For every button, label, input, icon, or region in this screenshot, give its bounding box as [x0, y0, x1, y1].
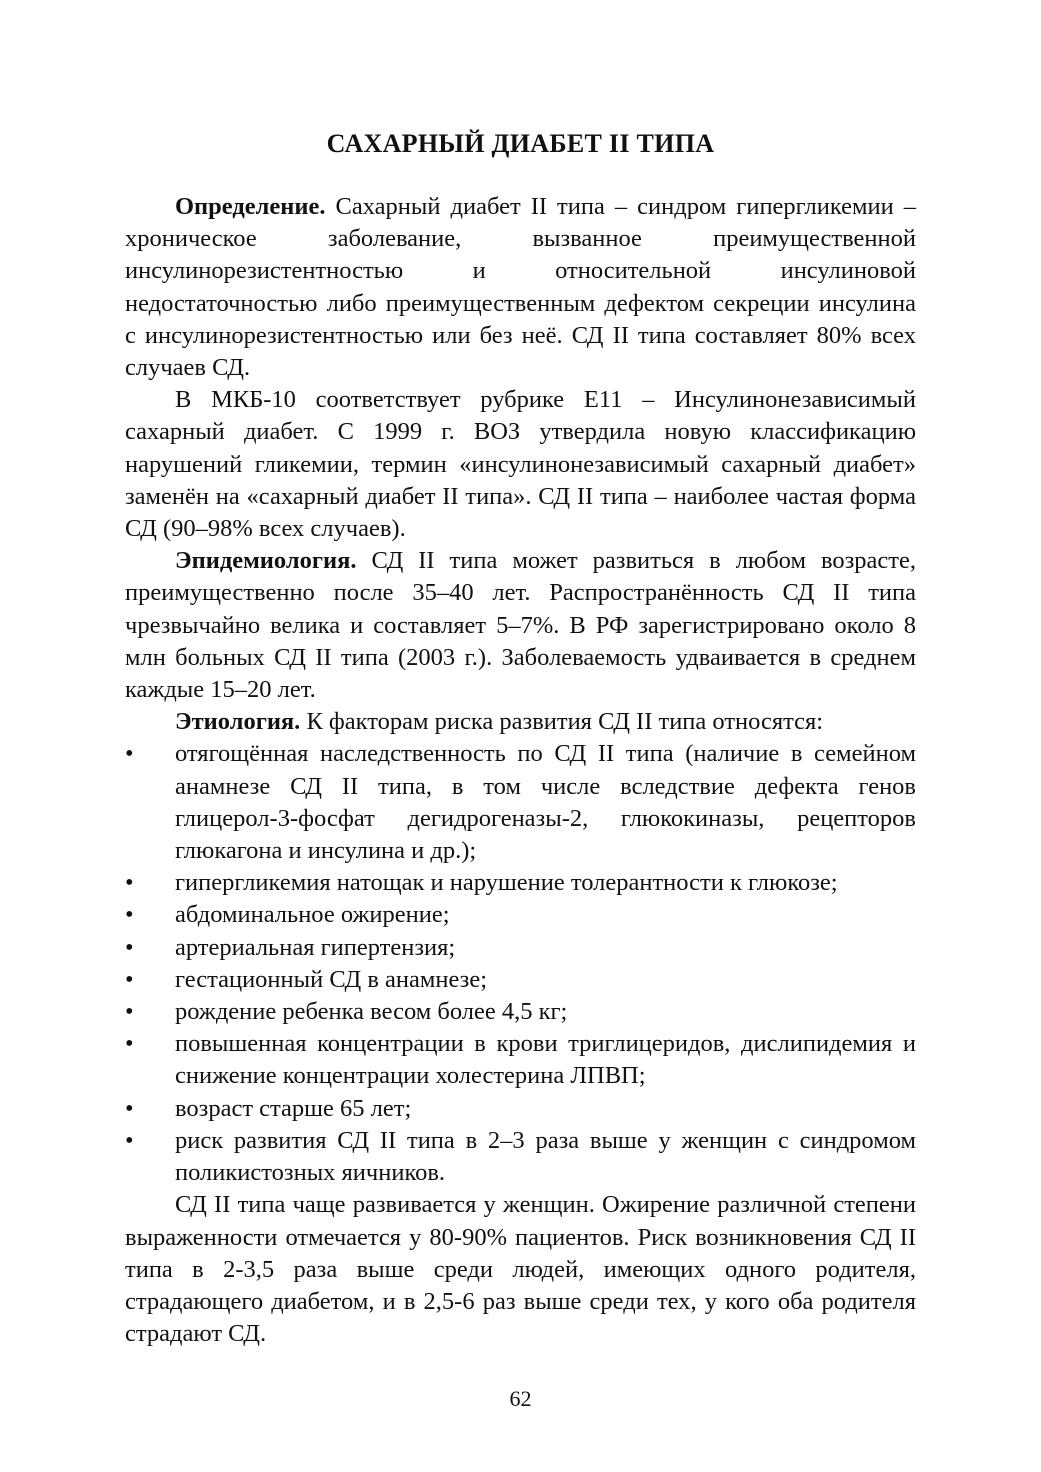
page-content — [125, 128, 916, 1350]
bullet-icon: • — [125, 1030, 134, 1058]
bullet-icon: • — [125, 998, 134, 1026]
list-item-text: гестационный СД в анамнезе; — [175, 965, 488, 993]
closing-paragraph: СД II типа чаще развивается у женщин. Ожирение различной степени выраженности отмечается у 80-90% пациентов. Риск возникновения СД II типа в 2-3,5 раза выше среди людей, имеющих одного родителя, страдающего диабетом, и в 2,5-6 раз выше среди тех, у кого оба родителя страдают СД. — [125, 1191, 916, 1348]
icd-paragraph: В МКБ-10 соответствует рубрике Е11 – Инсулинонезависимый сахарный диабет. С 1999 г. ВОЗ утвердила новую классификацию нарушений гликемии, термин «инсулинонезависимый сахарный диабет» заменён на «сахарный диабет II типа». СД II типа – наиболее частая форма СД (90–98% всех случаев). — [125, 386, 916, 543]
definition-paragraph — [125, 191, 916, 384]
list-item-text: возраст старше 65 лет; — [175, 1094, 412, 1122]
bullet-icon: • — [125, 901, 134, 929]
list-item — [125, 1093, 916, 1125]
list-item — [125, 867, 916, 899]
list-item-text: отягощённая наследственность по СД II типа (наличие в семейном анамнезе СД II типа, в том числе вследствие дефекта генов глицерол-3-фосфат дегидрогеназы-2, глюкокиназы, рецепторов глюкагона и инсулина и др.); — [175, 740, 916, 865]
risk-factor-list — [125, 738, 916, 1189]
definition-label: Определение. — [175, 193, 326, 220]
list-item-text: рождение ребенка весом более 4,5 кг; — [175, 998, 568, 1026]
page-number: 62 — [509, 1386, 532, 1411]
epidemiology-text: СД II типа может развиться в любом возрасте, преимущественно после 35–40 лет. Распространённость СД II типа чрезвычайно велика и составляет 5–7%. В РФ зарегистрировано около 8 млн больных СД II типа (2003 г.). Заболеваемость удваивается в среднем каждые 15–20 лет. — [125, 547, 916, 704]
list-item — [125, 1125, 916, 1189]
list-item-text: абдоминальное ожирение; — [175, 901, 450, 929]
list-item — [125, 899, 916, 931]
epidemiology-label: Эпидемиология. — [175, 547, 357, 575]
bullet-icon: • — [125, 1126, 134, 1154]
bullet-icon: • — [125, 740, 134, 768]
list-item — [125, 1028, 916, 1092]
list-item-text: гипергликемия натощак и нарушение толерантности к глюкозе; — [175, 869, 838, 897]
bullet-icon: • — [125, 1094, 134, 1122]
list-item-text: повышенная концентрации в крови триглицеридов, дислипидемия и снижение концентрации холестерина ЛПВП; — [175, 1030, 916, 1090]
list-item-text: риск развития СД II типа в 2–3 раза выше у женщин с синдромом поликистозных яичников. — [175, 1126, 916, 1187]
page-title: САХАРНЫЙ ДИАБЕТ II ТИПА — [326, 129, 715, 158]
etiology-text: К факторам риска развития СД II типа относятся: — [300, 708, 824, 736]
list-item — [125, 964, 916, 996]
definition-text: Сахарный диабет II типа – синдром гипергликемии – хроническое заболевание, вызванное преимущественной инсулинорезистентностью и относительной инсулиновой недостаточностью либо преимущественным дефектом секреции инсулина с инсулинорезистентностью или без неё. СД II типа составляет 80% всех случаев СД. — [125, 193, 916, 382]
list-item-text: артериальная гипертензия; — [175, 933, 456, 961]
bullet-icon: • — [125, 965, 134, 993]
list-item — [125, 738, 916, 867]
bullet-icon: • — [125, 869, 134, 897]
bullet-icon: • — [125, 933, 134, 961]
epidemiology-paragraph — [125, 545, 916, 706]
list-item — [125, 996, 916, 1028]
etiology-label: Этиология. — [175, 708, 301, 736]
etiology-paragraph — [125, 706, 916, 738]
list-item — [125, 932, 916, 964]
